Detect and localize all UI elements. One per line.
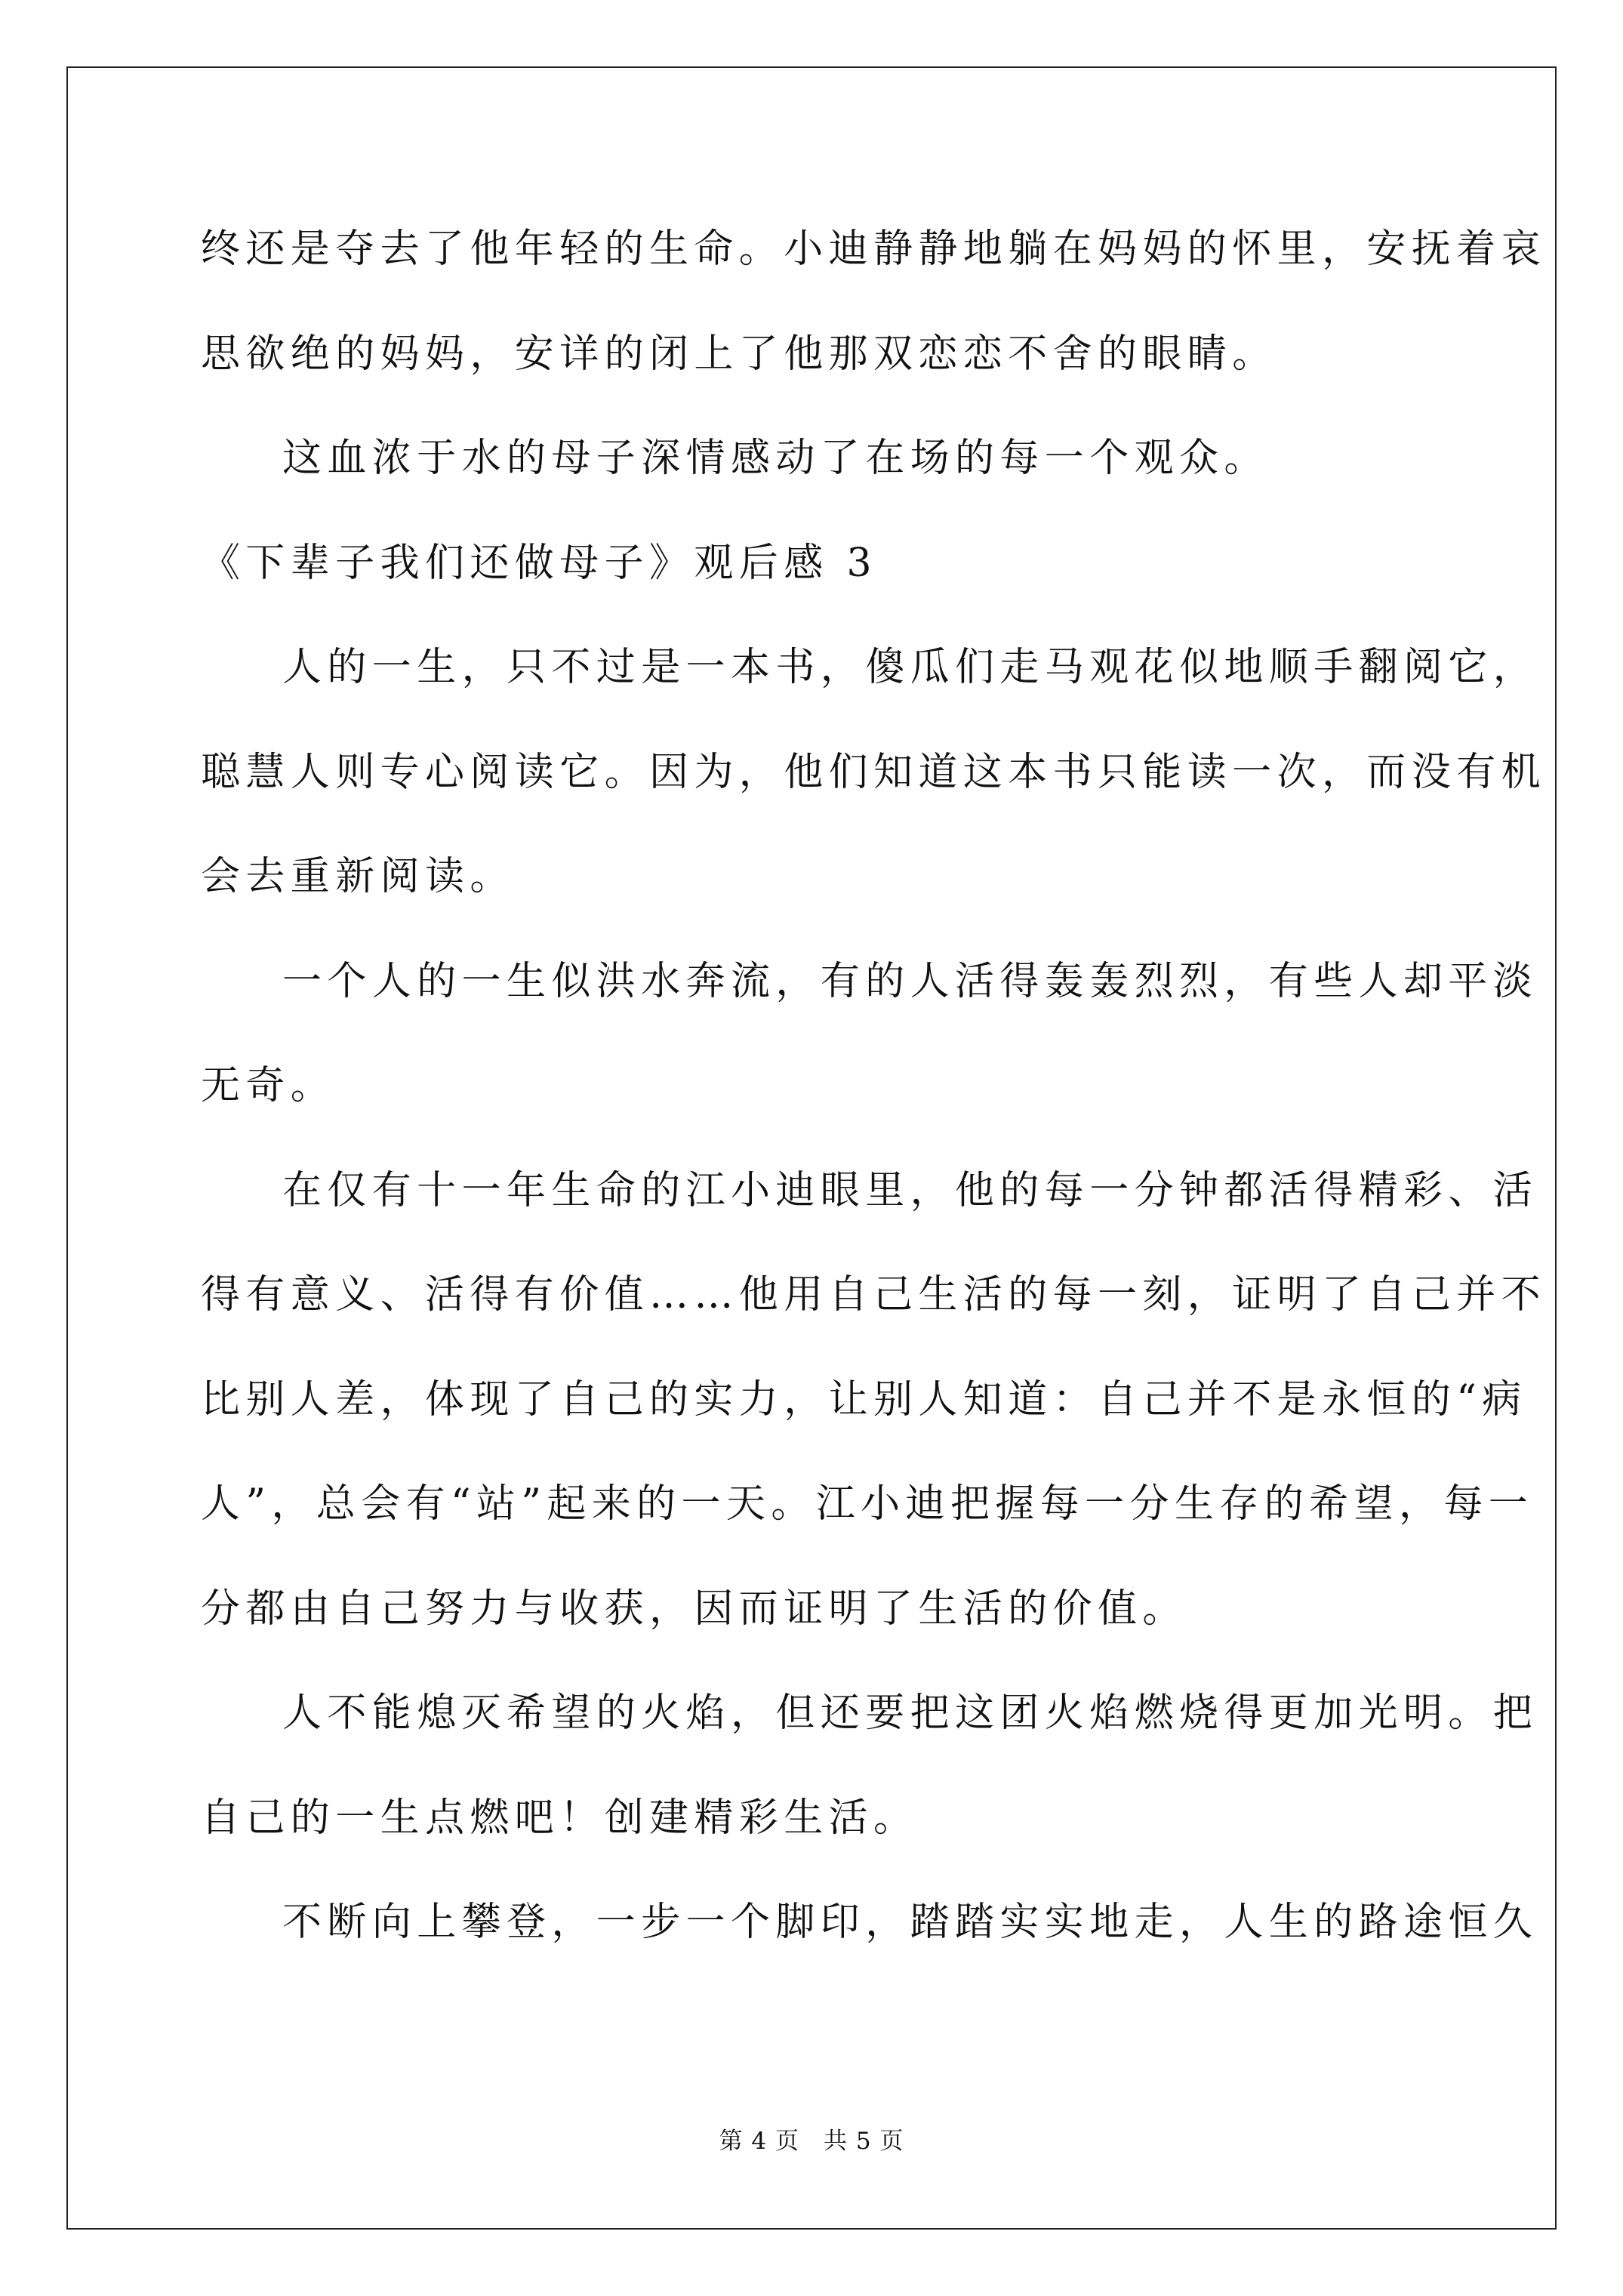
- text-line: 得有意义、活得有价值……他用自己生活的每一刻，证明了自己并不: [201, 1272, 1547, 1318]
- text-line: 思欲绝的妈妈，安详的闭上了他那双恋恋不舍的眼睛。: [201, 331, 1277, 377]
- text-line: 人”，总会有“站”起来的一天。江小迪把握每一分生存的希望，每一: [201, 1481, 1534, 1527]
- document-body: [201, 211, 1547, 1989]
- paragraph-start: 人不能熄灭希望的火焰，但还要把这团火焰燃烧得更加光明。把: [282, 1690, 1538, 1736]
- paragraph-start: 一个人的一生似洪水奔流，有的人活得轰轰烈烈，有些人却平淡: [282, 958, 1538, 1004]
- text-line: 分都由自己努力与收获，因而证明了生活的价值。: [201, 1586, 1187, 1632]
- text-line: 会去重新阅读。: [201, 854, 515, 899]
- page-number-footer: 第 4 页 共 5 页: [719, 2128, 904, 2155]
- text-line: 终还是夺去了他年轻的生命。小迪静静地躺在妈妈的怀里，安抚着哀: [201, 227, 1547, 272]
- paragraph-start: 不断向上攀登，一步一个脚印，踏踏实实地走，人生的路途恒久: [282, 1900, 1538, 1945]
- text-line: 自己的一生点燃吧！创建精彩生活。: [201, 1795, 919, 1841]
- paragraph-start: 这血浓于水的母子深情感动了在场的每一个观众。: [282, 436, 1269, 481]
- text-line: 聪慧人则专心阅读它。因为，他们知道这本书只能读一次，而没有机: [201, 749, 1547, 795]
- section-heading: 《下辈子我们还做母子》观后感 3: [201, 540, 878, 586]
- paragraph-start: 人的一生，只不过是一本书，傻瓜们走马观花似地顺手翻阅它，: [282, 645, 1538, 690]
- text-line: 比别人差，体现了自己的实力，让别人知道：自己并不是永恒的“病: [201, 1376, 1527, 1422]
- text-line: 无奇。: [201, 1063, 336, 1108]
- paragraph-start: 在仅有十一年生命的江小迪眼里，他的每一分钟都活得精彩、活: [282, 1167, 1538, 1213]
